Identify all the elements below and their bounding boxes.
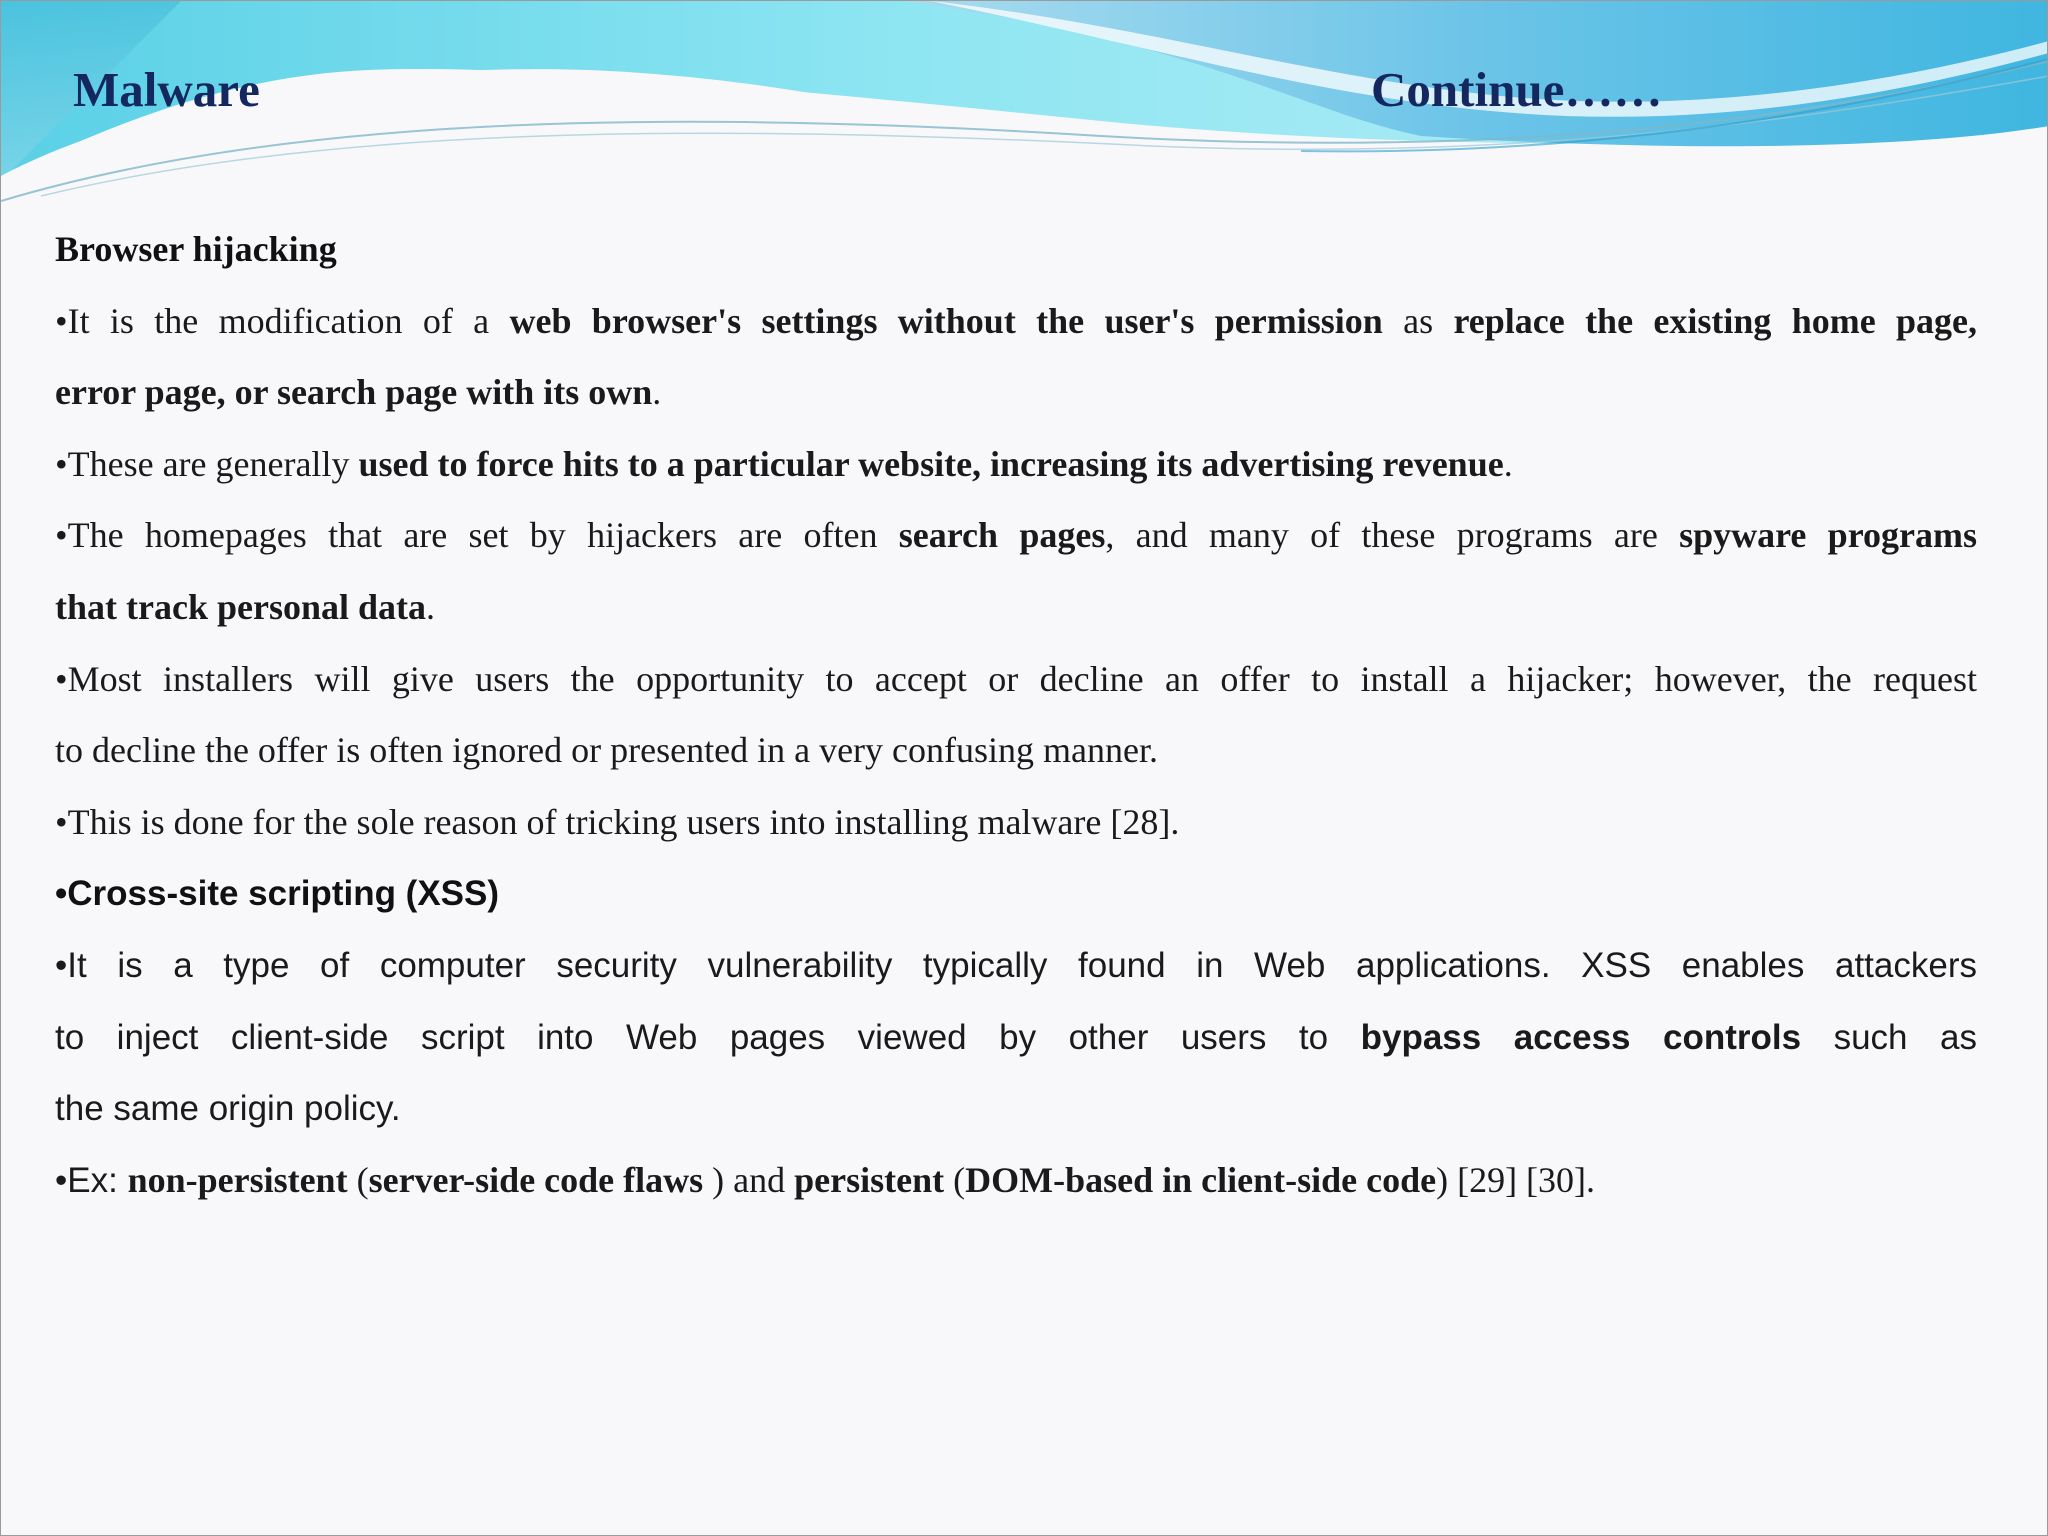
bullet-symbol: •: [55, 945, 68, 985]
text-run: ) [29] [30].: [1436, 1159, 1596, 1200]
slide-title-continue: Continue……: [1371, 62, 1663, 117]
section-heading-browser-hijacking: Browser hijacking: [55, 229, 337, 269]
bold-text-run: non-persistent: [127, 1159, 348, 1200]
text-run: such as: [1801, 1017, 1977, 1057]
text-run: .: [426, 586, 435, 627]
text-run: Most installers will give users the opportunity to accept or decline an offer to install a hijacker; however, the request: [67, 658, 1977, 699]
bullet-point: [55, 286, 1977, 358]
bold-text-run: bypass access controls: [1360, 1017, 1802, 1057]
bullet-symbol: •: [55, 443, 68, 484]
bullet-continuation: to decline the offer is often ignored or presented in a very confusing manner.: [55, 730, 1158, 771]
bullet-point: [55, 500, 1977, 572]
text-run: The homepages that are set by hijackers are often: [67, 515, 899, 556]
bullet-point: [55, 1145, 1977, 1217]
section-heading-text: Cross-site scripting (XSS): [67, 874, 500, 914]
bullet-continuation: [55, 572, 1977, 644]
bullet-symbol: •: [55, 801, 68, 842]
bold-text-run: error page, or search page with its own: [55, 372, 653, 413]
bullet-symbol: •: [55, 658, 68, 699]
bold-text-run: that track personal data: [55, 586, 426, 627]
bold-text-run: used to force hits to a particular website, increasing its advertising revenue: [358, 443, 1504, 484]
bullet-point: [55, 930, 1977, 1002]
text-run: Ex:: [67, 1160, 128, 1200]
text-run: These are generally: [67, 443, 359, 484]
bullet-symbol: •: [55, 515, 68, 556]
header-wave-decoration: [1, 1, 2048, 241]
bold-text-run: DOM-based in client-side code: [965, 1159, 1437, 1200]
text-run: This is done for the sole reason of tricking users into installing malware [28].: [67, 801, 1180, 842]
text-run: It is the modification of a: [67, 300, 510, 341]
bullet-symbol: •: [55, 874, 68, 914]
bold-text-run: web browser's settings without the user's permission: [509, 300, 1383, 341]
text-run: (: [347, 1159, 369, 1200]
bullet-point: [55, 429, 1977, 501]
bold-text-run: search pages: [898, 515, 1106, 556]
slide-title: Malware: [73, 62, 260, 117]
text-run: ) and: [703, 1159, 795, 1200]
bold-text-run: server-side code flaws: [368, 1159, 704, 1200]
bold-text-run: spyware programs: [1679, 515, 1978, 556]
text-run: to inject client-side script into Web pages viewed by other users to: [55, 1017, 1361, 1057]
bold-text-run: replace the existing home page,: [1453, 300, 1978, 341]
text-run: It is a type of computer security vulnerability typically found in Web applications. XSS enables attackers: [67, 945, 1977, 985]
bullet-continuation: [55, 357, 1977, 429]
bold-text-run: persistent: [794, 1159, 945, 1200]
bullet-symbol: •: [55, 1160, 68, 1200]
text-run: , and many of these programs are: [1105, 515, 1680, 556]
bullet-continuation: [55, 1002, 1977, 1074]
bullet-continuation: the same origin policy.: [55, 1089, 401, 1129]
bullet-point: [55, 787, 1977, 859]
bullet-point: [55, 644, 1977, 716]
bullet-symbol: •: [55, 300, 68, 341]
slide-content: [55, 214, 1977, 1216]
text-run: as: [1382, 300, 1454, 341]
text-run: .: [652, 372, 662, 413]
section-heading-xss: [55, 858, 1977, 930]
text-run: .: [1503, 443, 1513, 484]
text-run: (: [944, 1159, 966, 1200]
